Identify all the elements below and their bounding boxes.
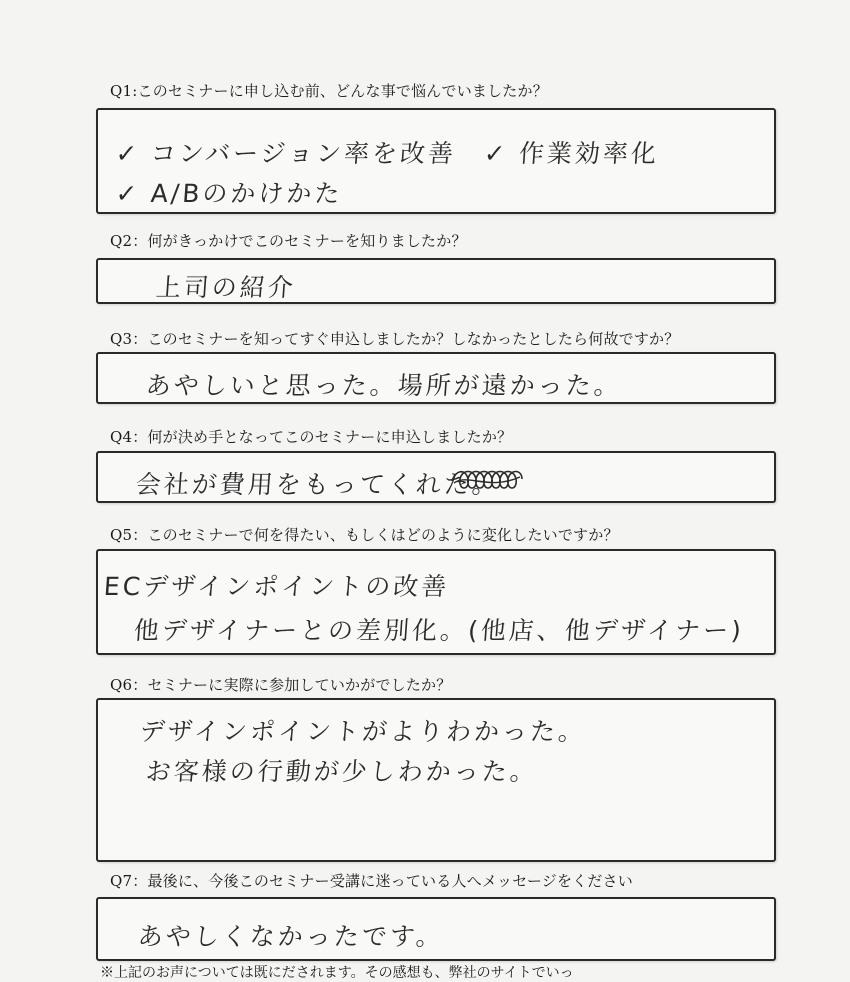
- question-3-label: Q3：このセミナーを知ってすぐ申込しましたか？しなかったとしたら何故ですか？: [110, 330, 680, 348]
- question-4-label: Q4：何が決め手となってこのセミナーに申込しましたか？: [110, 428, 513, 446]
- answer-box-1: [96, 108, 776, 214]
- answer-box-6: [96, 698, 776, 862]
- answer-box-4: [96, 451, 776, 503]
- answer-5-line-2: 他デザイナーとの差別化。(他店、他デザイナー): [132, 616, 745, 645]
- answer-2-line-1: 上司の紹介: [154, 273, 297, 302]
- question-1-label: Q1:このセミナーに申し込む前、どんな事で悩んでいましたか？: [110, 82, 548, 100]
- answer-6-line-1: デザインポイントがよりわかった。: [138, 717, 588, 746]
- answer-4-line-1: 会社が費用をもってくれた。: [134, 470, 501, 499]
- answer-3-line-1: あやしいと思った。場所が遠かった。: [144, 371, 623, 400]
- answer-1-line-2: ✓ A/Bのかけかた: [114, 179, 344, 208]
- footer-note: ※上記のお声については既にだされます。その感想も、弊社のサイトでいっ: [100, 965, 574, 981]
- answer-box-5: [96, 549, 776, 655]
- answer-6-line-2: お客様の行動が少しわかった。: [144, 757, 539, 786]
- scribble-strikeout-icon: [448, 465, 528, 495]
- answer-box-7: [96, 897, 776, 961]
- question-2-label: Q2：何がきっかけでこのセミナーを知りましたか？: [110, 232, 467, 250]
- question-7-label: Q7：最後に、今後このセミナー受講に迷っている人へメッセージをください: [110, 872, 633, 890]
- answer-7-line-1: あやしくなかったです。: [136, 922, 445, 951]
- answer-box-3: [96, 352, 776, 404]
- answer-5-line-1: ECデザインポイントの改善: [102, 572, 451, 601]
- answer-1-line-1: ✓ コンバージョン率を改善 ✓ 作業効率化: [114, 139, 660, 168]
- question-5-label: Q5：このセミナーで何を得たい、もしくはどのように変化したいですか？: [110, 526, 619, 544]
- question-6-label: Q6：セミナーに実際に参加していかがでしたか？: [110, 676, 452, 694]
- answer-box-2: [96, 258, 776, 304]
